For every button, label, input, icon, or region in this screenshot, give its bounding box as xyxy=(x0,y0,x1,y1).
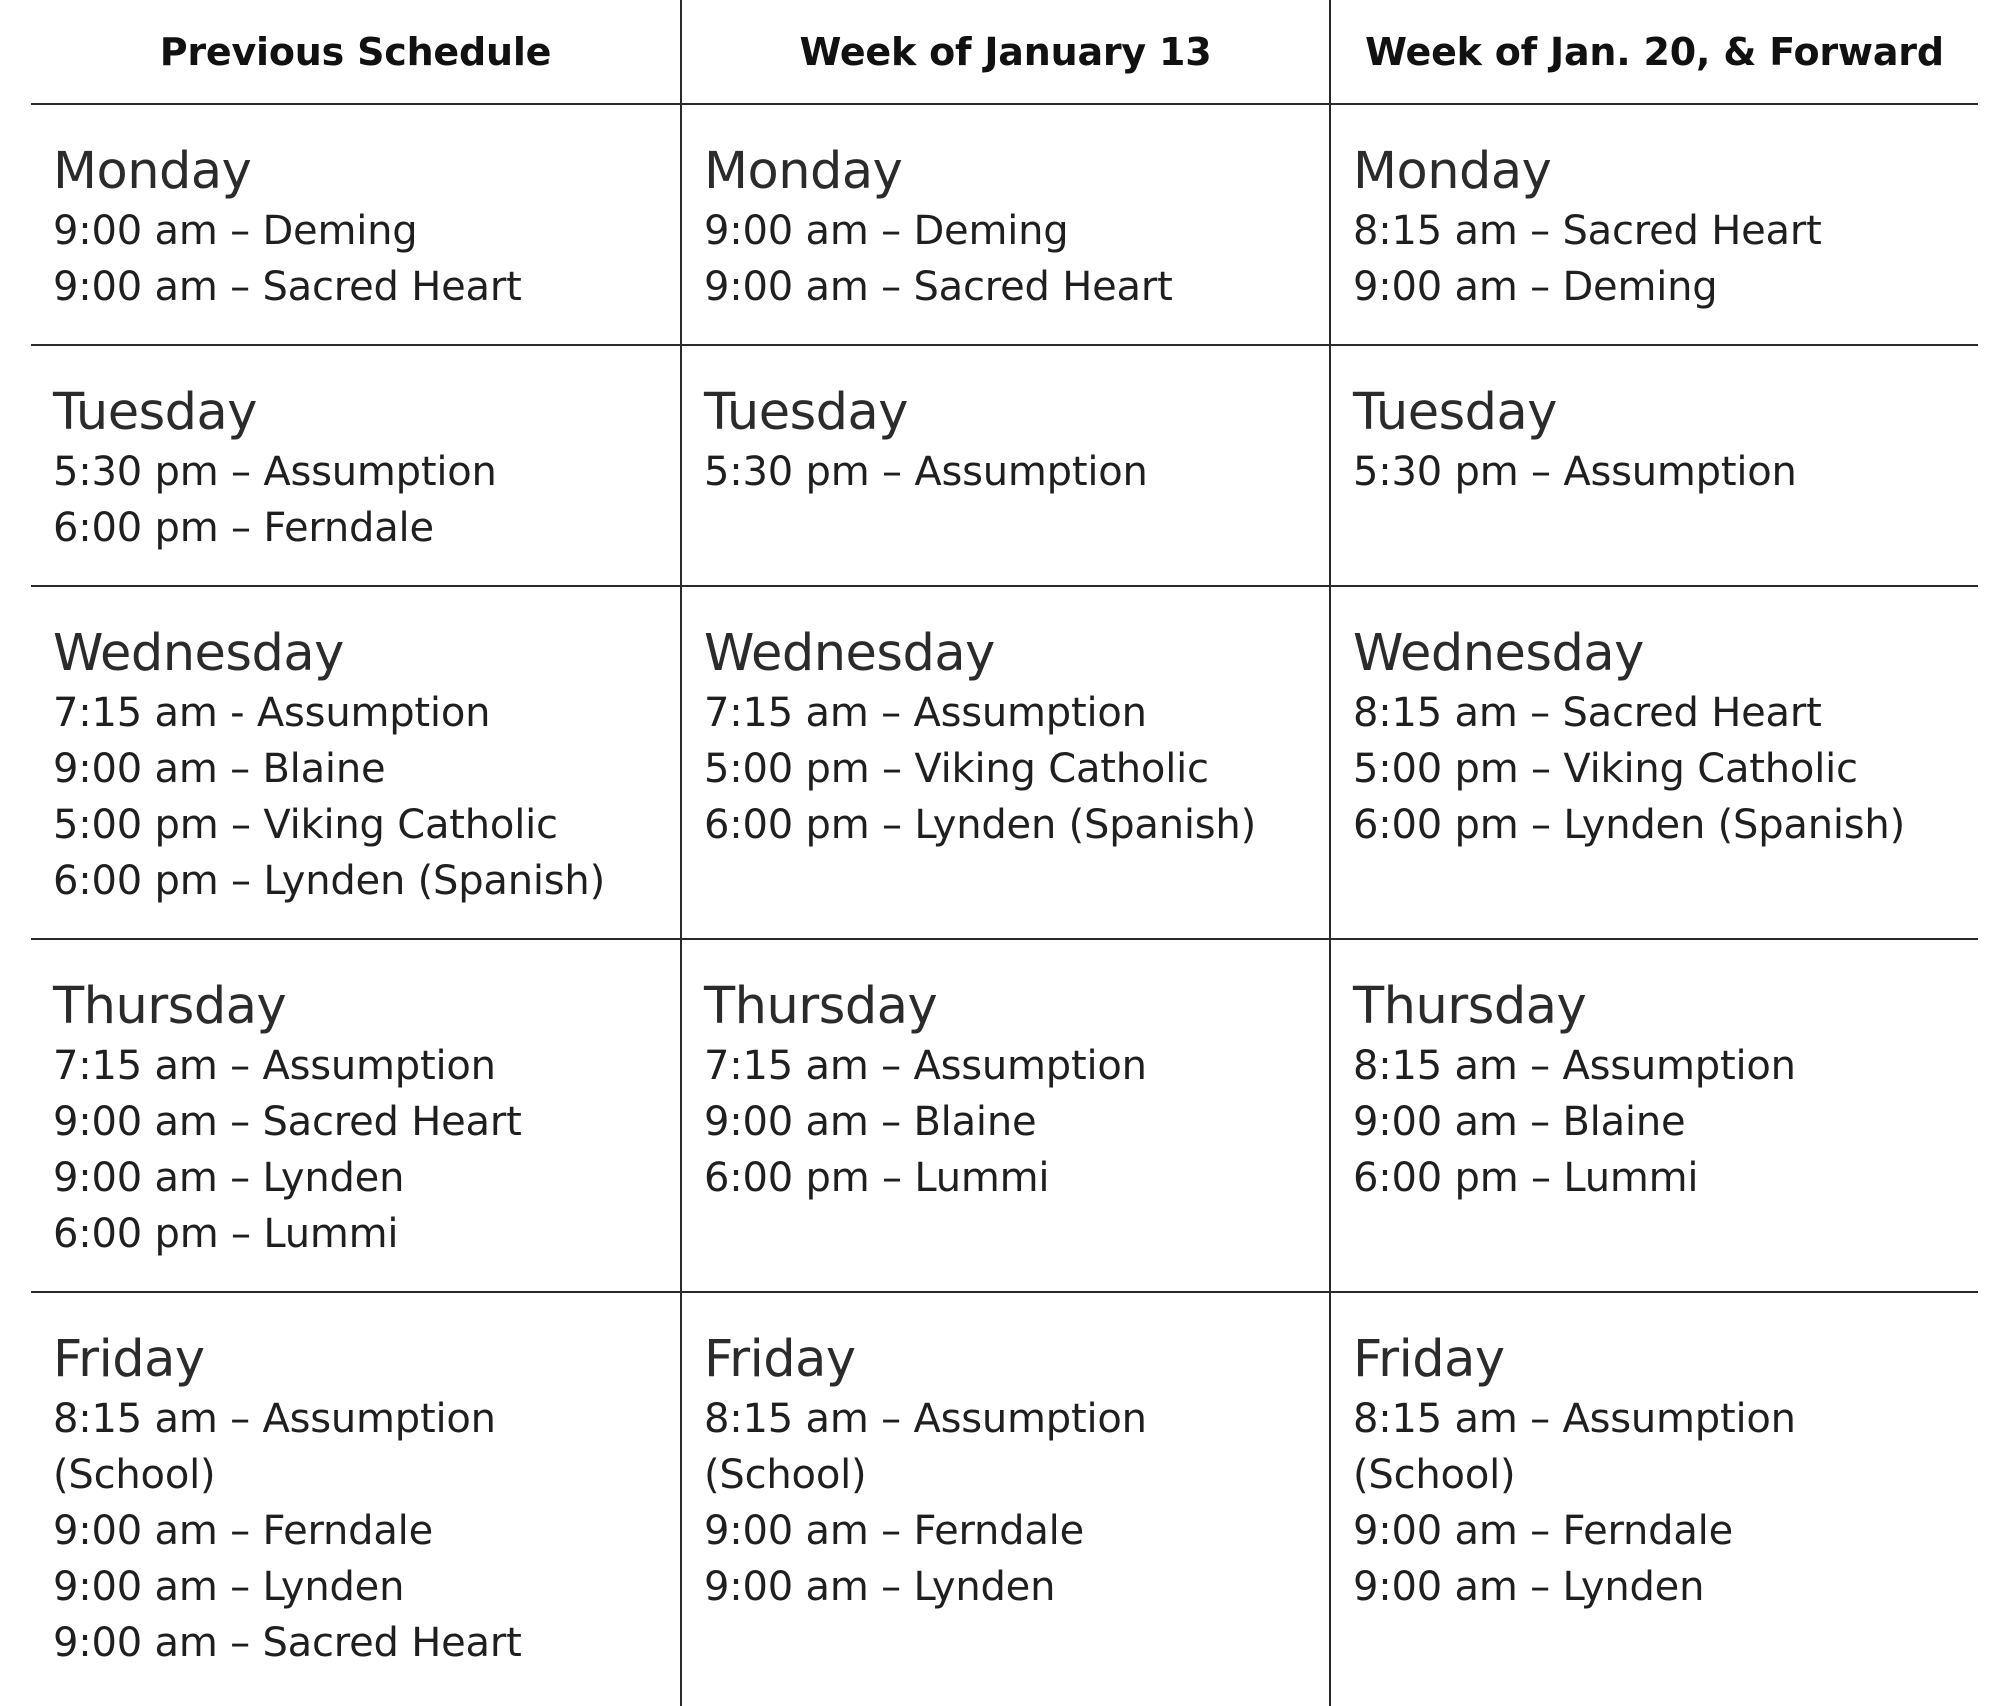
schedule-entry: (School) xyxy=(53,1452,216,1498)
day-name: Monday xyxy=(53,142,252,201)
day-name: Friday xyxy=(53,1330,205,1389)
day-row-monday xyxy=(31,105,1978,346)
schedule-entry: 9:00 am – Ferndale xyxy=(53,1508,433,1554)
schedule-entry: 6:00 pm – Lummi xyxy=(704,1155,1050,1201)
schedule-entry: 5:30 pm – Assumption xyxy=(704,449,1148,495)
schedule-entry: 9:00 am – Lynden xyxy=(53,1564,405,1610)
schedule-entry: 9:00 am – Blaine xyxy=(53,746,386,792)
schedule-entry: 7:15 am - Assumption xyxy=(53,690,491,736)
schedule-entry: 9:00 am – Deming xyxy=(704,208,1069,254)
wednesday-jan20-cell xyxy=(1329,587,1978,938)
tuesday-jan13-cell xyxy=(680,346,1329,585)
schedule-entry: 6:00 pm – Lynden (Spanish) xyxy=(1353,802,1905,848)
day-name: Wednesday xyxy=(1353,624,1644,683)
schedule-entry: 9:00 am – Lynden xyxy=(704,1564,1056,1610)
wednesday-previous-cell xyxy=(31,587,680,938)
day-name: Wednesday xyxy=(53,624,344,683)
schedule-entry: 8:15 am – Assumption xyxy=(1353,1043,1796,1089)
schedule-entry: 9:00 am – Ferndale xyxy=(1353,1508,1733,1554)
schedule-entry: 9:00 am – Blaine xyxy=(1353,1099,1686,1145)
schedule-table xyxy=(31,0,1978,1706)
schedule-entry: 9:00 am – Lynden xyxy=(1353,1564,1705,1610)
friday-jan20-cell xyxy=(1329,1293,1978,1706)
day-name: Wednesday xyxy=(704,624,995,683)
day-name: Monday xyxy=(1353,142,1552,201)
thursday-jan13-cell xyxy=(680,940,1329,1291)
schedule-entry: 5:00 pm – Viking Catholic xyxy=(704,746,1209,792)
day-row-friday xyxy=(31,1293,1978,1706)
header-cell-jan13 xyxy=(680,0,1329,103)
header-cell-previous xyxy=(31,0,680,103)
day-row-wednesday xyxy=(31,587,1978,940)
schedule-entry: 8:15 am – Sacred Heart xyxy=(1353,208,1822,254)
schedule-entry: 9:00 am – Deming xyxy=(1353,264,1718,310)
schedule-entry: 5:30 pm – Assumption xyxy=(1353,449,1797,495)
schedule-entry: 7:15 am – Assumption xyxy=(704,1043,1147,1089)
header-week-jan-13: Week of January 13 xyxy=(799,29,1212,74)
schedule-entry: 6:00 pm – Ferndale xyxy=(53,505,434,551)
header-cell-jan20 xyxy=(1329,0,1978,103)
day-name: Thursday xyxy=(1353,977,1587,1036)
monday-jan20-cell xyxy=(1329,105,1978,344)
schedule-entry: 8:15 am – Assumption xyxy=(704,1396,1147,1442)
schedule-entry: 6:00 pm – Lynden (Spanish) xyxy=(704,802,1256,848)
tuesday-jan20-cell xyxy=(1329,346,1978,585)
monday-jan13-cell xyxy=(680,105,1329,344)
schedule-entry: 9:00 am – Ferndale xyxy=(704,1508,1084,1554)
schedule-entry: 6:00 pm – Lynden (Spanish) xyxy=(53,858,605,904)
friday-jan13-cell xyxy=(680,1293,1329,1706)
tuesday-previous-cell xyxy=(31,346,680,585)
day-name: Tuesday xyxy=(53,383,257,442)
schedule-entry: 7:15 am – Assumption xyxy=(704,690,1147,736)
schedule-entry: 9:00 am – Lynden xyxy=(53,1155,405,1201)
schedule-entry: 9:00 am – Sacred Heart xyxy=(53,1620,522,1666)
header-previous-schedule: Previous Schedule xyxy=(159,29,552,74)
friday-previous-cell xyxy=(31,1293,680,1706)
header-week-jan-20-forward: Week of Jan. 20, & Forward xyxy=(1365,29,1944,74)
schedule-entry: 6:00 pm – Lummi xyxy=(53,1211,399,1257)
schedule-entry: 9:00 am – Sacred Heart xyxy=(53,264,522,310)
schedule-entry: 7:15 am – Assumption xyxy=(53,1043,496,1089)
schedule-entry: 9:00 am – Blaine xyxy=(704,1099,1037,1145)
monday-previous-cell xyxy=(31,105,680,344)
schedule-entry: 9:00 am – Sacred Heart xyxy=(704,264,1173,310)
day-name: Tuesday xyxy=(704,383,908,442)
day-row-tuesday xyxy=(31,346,1978,587)
day-row-thursday xyxy=(31,940,1978,1293)
header-row xyxy=(31,0,1978,105)
thursday-previous-cell xyxy=(31,940,680,1291)
schedule-entry: 5:00 pm – Viking Catholic xyxy=(53,802,558,848)
schedule-entry: 8:15 am – Sacred Heart xyxy=(1353,690,1822,736)
schedule-entry: 9:00 am – Deming xyxy=(53,208,418,254)
day-name: Thursday xyxy=(704,977,938,1036)
schedule-entry: 5:00 pm – Viking Catholic xyxy=(1353,746,1858,792)
schedule-entry: 8:15 am – Assumption xyxy=(1353,1396,1796,1442)
schedule-entry: 8:15 am – Assumption xyxy=(53,1396,496,1442)
day-name: Tuesday xyxy=(1353,383,1557,442)
day-name: Friday xyxy=(704,1330,856,1389)
schedule-entry: 6:00 pm – Lummi xyxy=(1353,1155,1699,1201)
schedule-entry: (School) xyxy=(1353,1452,1516,1498)
schedule-entry: 9:00 am – Sacred Heart xyxy=(53,1099,522,1145)
wednesday-jan13-cell xyxy=(680,587,1329,938)
day-name: Thursday xyxy=(53,977,287,1036)
day-name: Monday xyxy=(704,142,903,201)
schedule-entry: 5:30 pm – Assumption xyxy=(53,449,497,495)
thursday-jan20-cell xyxy=(1329,940,1978,1291)
schedule-entry: (School) xyxy=(704,1452,867,1498)
day-name: Friday xyxy=(1353,1330,1505,1389)
